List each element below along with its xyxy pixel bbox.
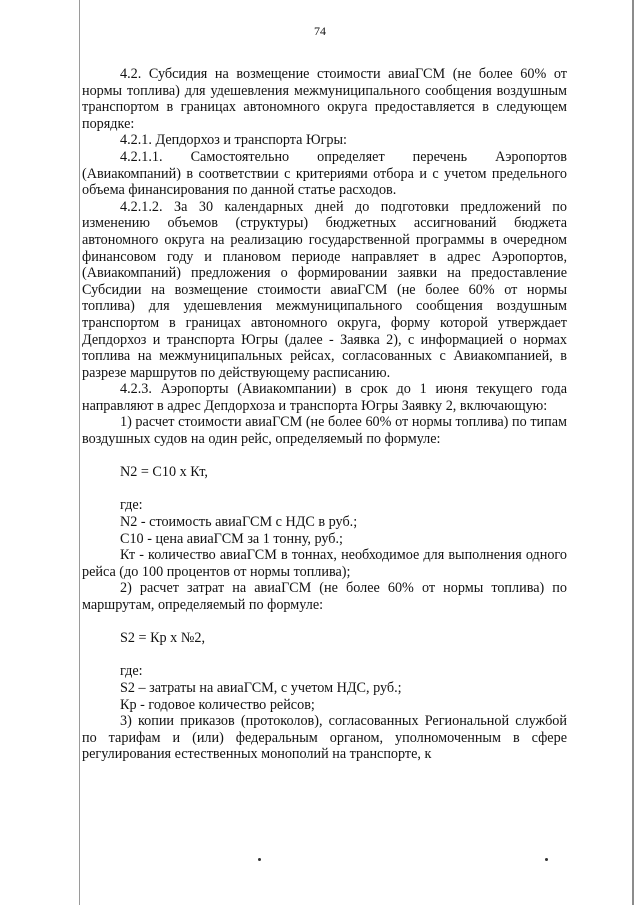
definition-n2: N2 - стоимость авиаГСМ с НДС в руб.; xyxy=(120,514,358,531)
definition-c10: С10 - цена авиаГСМ за 1 тонну, руб.; xyxy=(120,530,343,547)
definition-kp: Кр - годовое количество рейсов; xyxy=(120,696,315,713)
paragraph-4-2: 4.2. Субсидия на возмещение стоимости авиаГСМ (не более 60% от нормы топлива) для удешевления межмуниципального сообщения воздушным транспортом в границах автономного округа предоставляется в следующем порядке: xyxy=(82,66,567,132)
paragraph-4-2-1: 4.2.1. Депдорхоз и транспорта Югры: xyxy=(120,132,347,149)
paragraph-4-2-1-2: 4.2.1.2. За 30 календарных дней до подготовки предложений по изменению объемов (структуры) бюджетных ассигнований бюджета автономного округа на реализацию государственной программы в очередном финансовом году и плановом периоде направляет в адрес Аэропортов, (Авиакомпаний) предложения о формировании заявки на предоставление Субсидии на возмещение стоимости авиаГСМ (не более 60% от нормы топлива) для удешевления межмуниципального сообщения воздушным транспортом в границах автономного округа, форму которой утверждает Депдорхоз и транспорта Югры (далее - Заявка 2), с информацией о нормах топлива на межмуниципальных рейсах, согласованных с Авиакомпанией, в разрезе маршрутов по действующему расписанию. xyxy=(82,198,567,381)
scan-speck xyxy=(258,858,261,861)
document-body xyxy=(82,66,567,763)
list-item-1: 1) расчет стоимости авиаГСМ (не более 60% от нормы топлива) по типам воздушных судов на один рейс, определяемый по формуле: xyxy=(82,414,567,448)
list-item-2: 2) расчет затрат на авиаГСМ (не более 60% от нормы топлива) по маршрутам, определяемый по формуле: xyxy=(82,580,567,613)
page-number: 74 xyxy=(314,24,326,38)
definition-s2: S2 – затраты на авиаГСМ, с учетом НДС, руб.; xyxy=(120,679,402,696)
where-label-1: где: xyxy=(120,497,143,514)
scan-speck xyxy=(545,858,548,861)
paragraph-4-2-1-1: 4.2.1.1. Самостоятельно определяет перечень Аэропортов (Авиакомпаний) в соответствии с критериями отбора и с учетом предельного объема финансирования по данной статье расходов. xyxy=(82,148,567,199)
definition-kt: Кт - количество авиаГСМ в тоннах, необходимое для выполнения одного рейса (до 100 процентов от нормы топлива); xyxy=(82,547,567,580)
formula-n2: N2 = С10 х Кт, xyxy=(120,464,208,481)
paragraph-4-2-3: 4.2.3. Аэропорты (Авиакомпании) в срок до 1 июня текущего года направляют в адрес Депдорхоза и транспорта Югры Заявку 2, включающую: xyxy=(82,381,567,414)
page-right-border xyxy=(632,0,634,905)
formula-s2: S2 = Кр х №2, xyxy=(120,630,206,647)
where-label-2: где: xyxy=(120,663,143,680)
list-item-3: 3) копии приказов (протоколов), согласованных Региональной службой по тарифам и (или) федеральным органом, уполномоченным в сфере регулирования естественных монополий на транспорте, к xyxy=(82,713,567,763)
page-left-border xyxy=(79,0,80,905)
